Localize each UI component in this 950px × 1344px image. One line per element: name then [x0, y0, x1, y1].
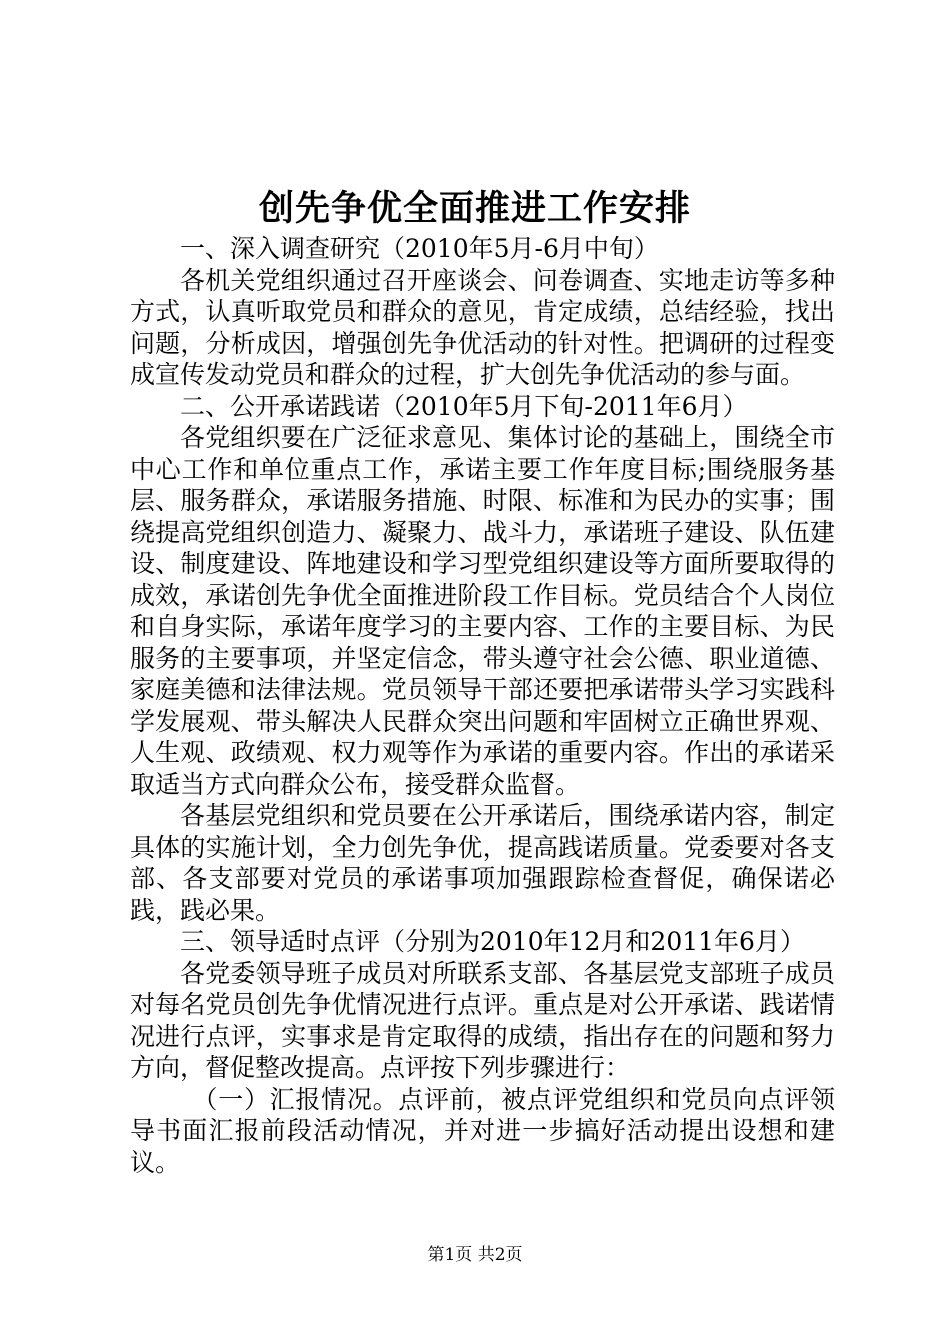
page-footer: 第1页 共2页: [427, 1245, 523, 1265]
paragraph-commitment: 各党组织要在广泛征求意见、集体讨论的基础上，围绕全市中心工作和单位重点工作，承诺主要工作年度目标;围绕服务基层、服务群众，承诺服务措施、时限、标准和为民办的实事；围绕提高党组织创造力、凝聚力、战斗力，承诺班子建设、队伍建设、制度建设、阵地建设和学习型党组织建设等方面所要取得的成效，承诺创先争优全面推进阶段工作目标。党员结合个人岗位和自身实际，承诺年度学习的主要内容、工作的主要目标、为民服务的主要事项，并坚定信念，带头遵守社会公德、职业道德、家庭美德和法律法规。党员领导干部还要把承诺带头学习实践科学发展观、带头解决人民群众突出问题和牢固树立正确世界观、人生观、政绩观、权力观等作为承诺的重要内容。作出的承诺采取适当方式向群众公布，接受群众监督。: [130, 423, 835, 799]
paragraph-implementation: 各基层党组织和党员要在公开承诺后，围绕承诺内容，制定具体的实施计划，全力创先争优，提高践诺质量。党委要对各支部、各支部要对党员的承诺事项加强跟踪检查督促，确保诺必践，践必果。: [130, 801, 835, 925]
document-body: [130, 233, 835, 1178]
document-title: 创先争优全面推进工作安排: [258, 188, 691, 229]
paragraph-step-1: （一）汇报情况。点评前，被点评党组织和党员向点评领导书面汇报前段活动情况，并对进一步搞好活动提出设想和建议。: [130, 1084, 835, 1177]
section-heading-3: 三、领导适时点评（分别为2010年12月和2011年6月）: [180, 927, 805, 956]
paragraph-review: 各党委领导班子成员对所联系支部、各基层党支部班子成员对每名党员创先争优情况进行点评。重点是对公开承诺、践诺情况进行点评，实事求是肯定取得的成绩，指出存在的问题和努力方向，督促整改提高。点评按下列步骤进行：: [130, 958, 835, 1082]
paragraph-survey: 各机关党组织通过召开座谈会、问卷调查、实地走访等多种方式，认真听取党员和群众的意见，肯定成绩，总结经验，找出问题，分析成因，增强创先争优活动的针对性。把调研的过程变成宣传发动党员和群众的过程，扩大创先争优活动的参与面。: [130, 265, 835, 389]
section-heading-2: 二、公开承诺践诺（2010年5月下旬-2011年6月）: [180, 391, 748, 421]
section-heading-1: 一、深入调查研究（2010年5月-6月中旬）: [180, 234, 659, 263]
